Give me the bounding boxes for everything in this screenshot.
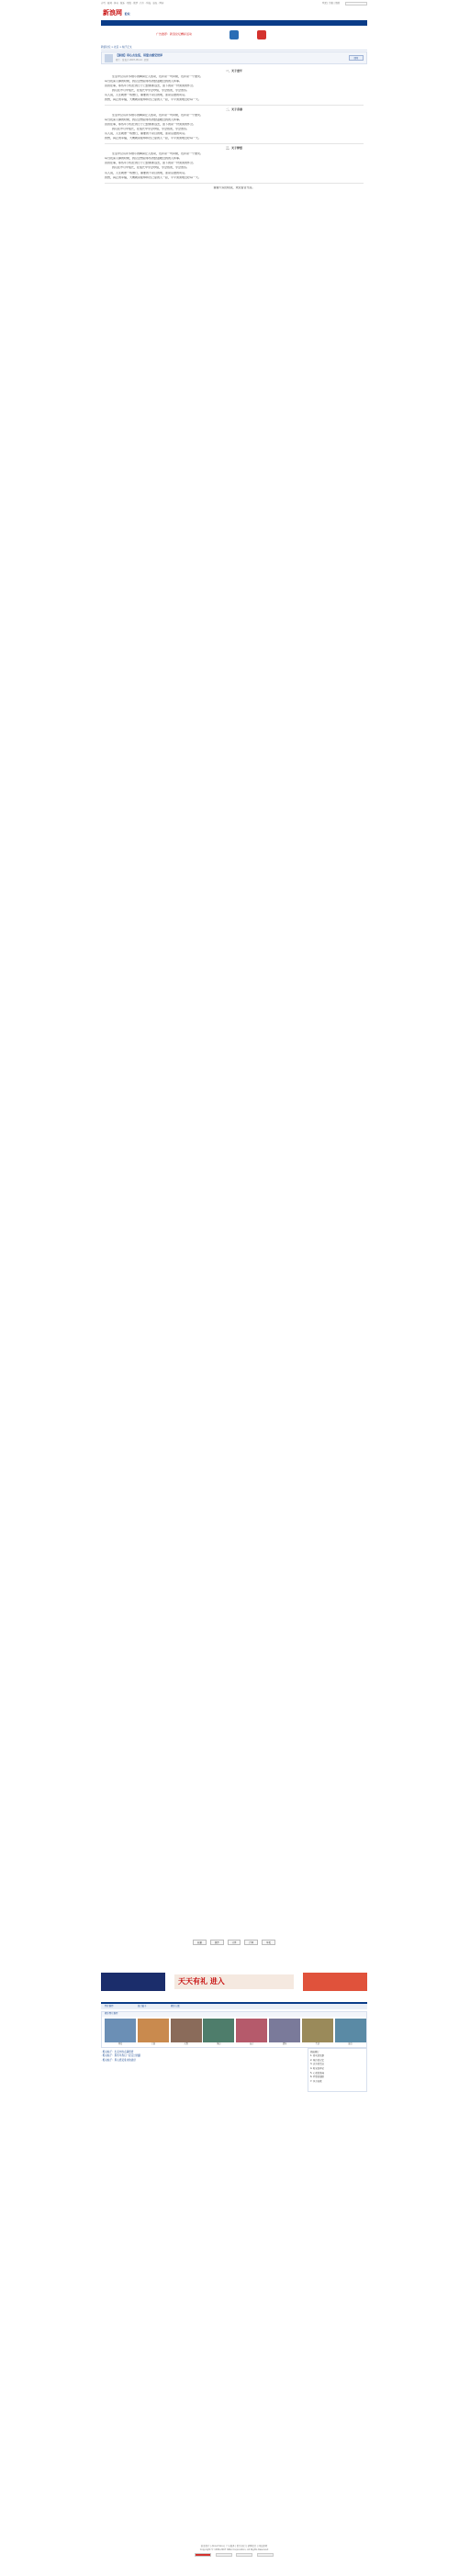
badge-icon[interactable] — [257, 2553, 274, 2557]
badge-icon[interactable] — [216, 2553, 232, 2557]
header — [101, 7, 367, 20]
article-paragraph: 我们在岁月中成长，在成长中学会珍惜，学会感恩，学会宽容。 — [112, 89, 190, 93]
ad-strip — [101, 1973, 367, 1991]
ad-banner-mid[interactable] — [174, 1974, 294, 1989]
related-post-link[interactable]: · 相关帖子：生活中的点滴感悟 — [101, 2051, 134, 2053]
photo-header: 精彩图片推荐 — [102, 2012, 366, 2017]
badge-icon[interactable] — [236, 2553, 252, 2557]
photo-thumbnail[interactable] — [138, 2019, 169, 2042]
top-nav-links[interactable]: 首页 · 新闻 · 体育 · 娱乐 · 财经 · 股票 · 汽车 · 科技 · 论坛 · 博客 — [101, 2, 164, 5]
related-post-link[interactable]: · 相关帖子：用心感受身边的美好 — [101, 2058, 136, 2062]
photo-caption[interactable]: 花卉 — [250, 2042, 254, 2045]
photo-thumbnail[interactable] — [171, 2019, 202, 2042]
photo-thumbnail[interactable] — [236, 2019, 267, 2042]
logo-text: 新浪网 — [103, 8, 122, 17]
action-button[interactable]: 打印 — [244, 1940, 258, 1945]
article-body — [101, 66, 367, 1935]
article-paragraph: 生活中总有许多细小的瞬间让人感动，也许是一句问候，也许是一个微笑。 — [112, 152, 204, 156]
related-post-link[interactable]: · 相关帖子：那些年我们一起走过的路 — [101, 2054, 141, 2058]
article-paragraph: 我想，真正的幸福，大概就是能够和自己爱的人一起，平平淡淡地过好每一天。 — [105, 137, 202, 141]
ad-banner-left[interactable] — [101, 1973, 165, 1991]
hot-posts-title: 热帖排行 — [310, 2050, 319, 2053]
article-paragraph: 每当夜深人静的时候，我总会想起那些曾经温暖过我的人和事。 — [105, 157, 183, 161]
photo-thumbnail[interactable] — [203, 2019, 234, 2042]
divider — [105, 143, 364, 144]
divider — [105, 183, 364, 184]
site-logo[interactable] — [103, 8, 129, 17]
action-bar — [101, 1940, 367, 1949]
article-paragraph: 我想，真正的幸福，大概就是能够和自己爱的人一起，平平淡淡地过好每一天。 — [105, 98, 202, 102]
article-paragraph: 我们在岁月中成长，在成长中学会珍惜，学会感恩，学会宽容。 — [112, 128, 190, 131]
article-paragraph: 生活中总有许多细小的瞬间让人感动，也许是一句问候，也许是一个微笑。 — [112, 114, 204, 118]
ad-row — [101, 28, 367, 44]
closing-text: 谢谢大家的阅读，欢迎留言交流。 — [213, 186, 255, 189]
article-paragraph: 有人说，人生就像一场旅行，重要的不是目的地，而是沿途的风景。 — [105, 171, 188, 174]
photo-thumbnail[interactable] — [302, 2019, 333, 2042]
breadcrumb[interactable]: 新浪论坛 > 社区 > 帖子正文 — [101, 46, 367, 51]
article-paragraph: 回首往事，那些年少轻狂的日子已经渐渐远去，留下的是一份淡淡的怀念。 — [105, 123, 196, 127]
footer-badges — [101, 2553, 367, 2559]
article-paragraph: 回首往事，那些年少轻狂的日子已经渐渐远去，留下的是一份淡淡的怀念。 — [105, 84, 196, 88]
hot-post-link[interactable]: 4. 时光的印记 — [310, 2067, 324, 2070]
badge-icon[interactable] — [195, 2553, 211, 2557]
photo-thumbnail[interactable] — [335, 2019, 366, 2042]
ad-text[interactable]: 广告推荐：新浪论坛精彩活动 — [156, 32, 193, 36]
article-paragraph: 回首往事，那些年少轻狂的日子已经渐渐远去，留下的是一份淡淡的怀念。 — [105, 162, 196, 165]
article-paragraph: 有人说，人生就像一场旅行，重要的不是目的地，而是沿途的风景。 — [105, 132, 188, 136]
tab-hot[interactable]: 热门帖子 — [138, 2005, 147, 2008]
tab-topics[interactable]: 精彩专题 — [171, 2005, 180, 2008]
main-nav — [101, 20, 367, 26]
article-paragraph: 生活中总有许多细小的瞬间让人感动，也许是一句问候，也许是一个微笑。 — [112, 74, 204, 78]
post-header — [101, 51, 367, 64]
hot-post-link[interactable]: 3. 远方的思念 — [310, 2063, 324, 2066]
action-button[interactable]: 推荐 — [210, 1940, 224, 1945]
event-icon[interactable] — [257, 30, 266, 39]
article-paragraph: 有人说，人生就像一场旅行，重要的不是目的地，而是沿途的风景。 — [105, 94, 188, 97]
copyright: Copyright © 1996-2007 SINA Corporation, All Rights Reserved — [199, 2548, 269, 2552]
article-paragraph: 我们在岁月中成长，在成长中学会珍惜，学会感恩，学会宽容。 — [112, 166, 190, 170]
hot-posts — [308, 2048, 367, 2092]
photo-caption[interactable]: 城市 — [217, 2042, 221, 2045]
section-title: 三、关于梦想 — [225, 146, 242, 151]
ad-banner-text: 天天有礼 进入 — [178, 1976, 225, 1985]
footer — [101, 2544, 367, 2562]
login-links[interactable]: 登录 | 注册 | 帮助 — [322, 2, 340, 5]
ad-banner-right[interactable] — [303, 1973, 367, 1991]
post-title: 【原创】用心去生活，用爱去感受世界 — [116, 53, 163, 57]
reply-button[interactable]: 回复 — [349, 55, 364, 61]
article-paragraph: 我想，真正的幸福，大概就是能够和自己爱的人一起，平平淡淡地过好每一天。 — [105, 175, 202, 179]
logo-sub: 论坛 — [124, 12, 130, 16]
secondary-nav — [101, 2002, 367, 2009]
photo-caption[interactable]: 生活 — [315, 2042, 319, 2045]
divider — [105, 105, 364, 106]
hot-post-link[interactable]: 1. 春天的故事 — [310, 2054, 324, 2058]
tab-photos[interactable]: 图片推荐 — [105, 2005, 114, 2008]
photo-caption[interactable]: 风景 — [118, 2042, 123, 2045]
action-button[interactable]: 分享 — [228, 1940, 241, 1945]
hot-post-link[interactable]: 7. 岁月如歌 — [310, 2079, 322, 2083]
hot-post-link[interactable]: 5. 心灵的港湾 — [310, 2071, 324, 2075]
search-input[interactable] — [345, 2, 367, 6]
section-title: 一、关于童年 — [225, 69, 242, 73]
photo-thumbnail[interactable] — [105, 2019, 136, 2042]
post-meta: 楼主 · 发表于 2007-05-12 · 回复 — [116, 59, 149, 62]
photo-recommend — [101, 2011, 367, 2048]
photo-caption[interactable]: 建筑 — [282, 2042, 287, 2045]
hot-post-link[interactable]: 6. 梦想的翅膀 — [310, 2075, 324, 2079]
section-title: 二、关于青春 — [225, 107, 242, 112]
hot-post-link[interactable]: 2. 城市的记忆 — [310, 2058, 324, 2062]
avatar[interactable] — [105, 54, 113, 62]
promo-icon[interactable] — [230, 30, 239, 39]
related-posts — [101, 2050, 303, 2068]
photo-caption[interactable]: 旅行 — [348, 2042, 353, 2045]
photo-caption[interactable]: 美食 — [151, 2042, 155, 2045]
action-button[interactable]: 举报 — [262, 1940, 275, 1945]
article-paragraph: 每当夜深人静的时候，我总会想起那些曾经温暖过我的人和事。 — [105, 118, 183, 122]
action-button[interactable]: 收藏 — [193, 1940, 207, 1945]
photo-caption[interactable]: 人物 — [184, 2042, 188, 2045]
photo-thumbnail[interactable] — [269, 2019, 300, 2042]
article-paragraph: 每当夜深人静的时候，我总会想起那些曾经温暖过我的人和事。 — [105, 79, 183, 83]
footer-links[interactable]: 新浪简介 | About Sina | 广告服务 | 联系我们 | 招聘信息 | 网站律师 — [200, 2545, 268, 2548]
